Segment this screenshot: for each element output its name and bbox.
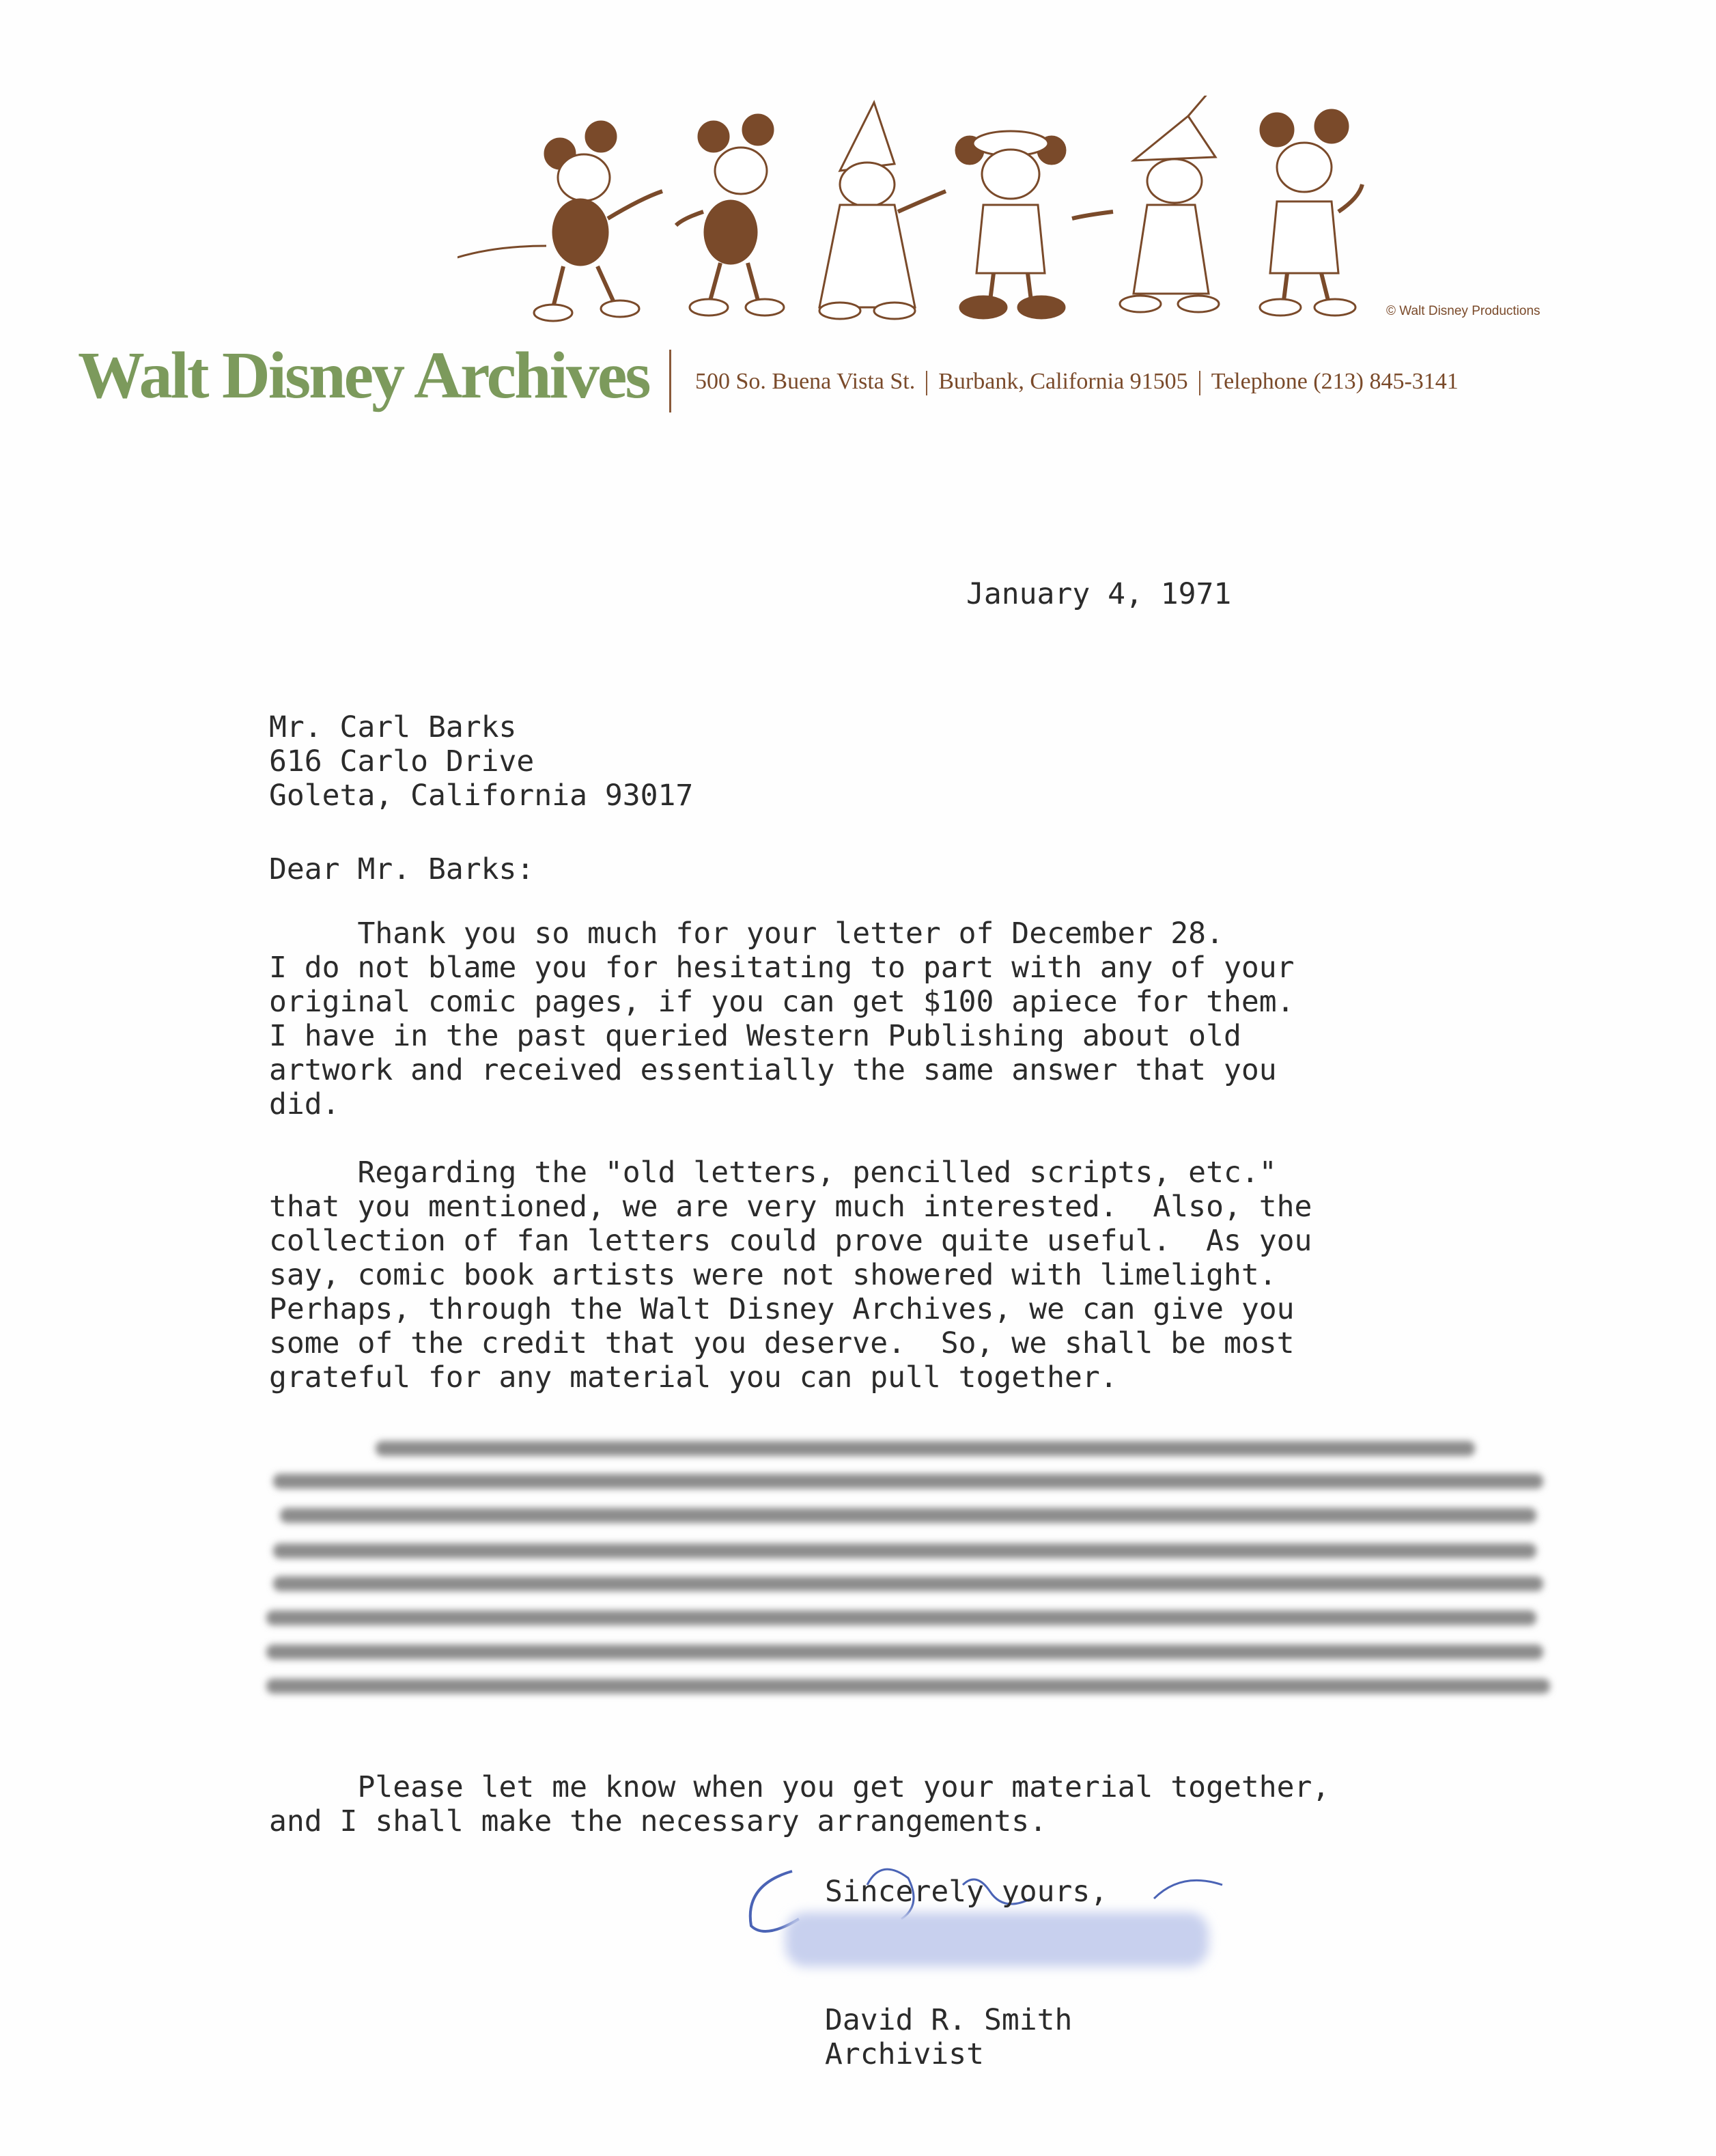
- paragraph-line: Please let me know when you get your material together,: [269, 1770, 1330, 1804]
- paragraph-3: [269, 1770, 1330, 1838]
- paragraph-line: I have in the past queried Western Publishing about old: [269, 1019, 1241, 1053]
- redaction-bar: [266, 1610, 1536, 1625]
- paragraph-1: [269, 916, 1295, 1121]
- paragraph-line: did.: [269, 1087, 340, 1121]
- address-telephone: Telephone (213) 845-3141: [1211, 369, 1459, 394]
- letterhead-divider: [669, 350, 671, 412]
- recipient-block: [269, 710, 693, 813]
- mickey-figure-6: [1260, 110, 1362, 316]
- paragraph-line: and I shall make the necessary arrangements.: [269, 1804, 1047, 1838]
- address-street: 500 So. Buena Vista St.: [695, 369, 916, 394]
- redaction-bar: [273, 1543, 1536, 1558]
- redaction-bar: [266, 1644, 1543, 1660]
- paragraph-line: I do not blame you for hesitating to part with any of your: [269, 951, 1295, 985]
- signature-blur: [785, 1912, 1209, 1967]
- recipient-street: 616 Carlo Drive: [269, 744, 535, 779]
- handwritten-signature: [744, 1844, 1263, 2021]
- mickey-figure-5: [1072, 96, 1219, 312]
- letterhead-title: Walt Disney Archives: [78, 339, 649, 412]
- redacted-paragraph: [259, 1427, 1557, 1741]
- paragraph-line: Perhaps, through the Walt Disney Archives, we can give you: [269, 1292, 1295, 1326]
- paragraph-line: that you mentioned, we are very much interested. Also, the: [269, 1190, 1312, 1224]
- mickey-figure-1: [458, 122, 662, 321]
- salutation: Dear Mr. Barks:: [269, 852, 535, 886]
- paragraph-line: original comic pages, if you can get $100 apiece for them.: [269, 985, 1295, 1019]
- recipient-name: Mr. Carl Barks: [269, 710, 517, 744]
- signer-name: David R. Smith: [825, 2003, 1073, 2037]
- paragraph-line: Regarding the "old letters, pencilled scripts, etc.": [269, 1156, 1277, 1190]
- paragraph-line: Thank you so much for your letter of December 28.: [269, 916, 1224, 951]
- paragraph-line: grateful for any material you can pull together.: [269, 1360, 1118, 1395]
- redaction-bar: [376, 1441, 1475, 1456]
- letter-date: January 4, 1971: [966, 577, 1232, 611]
- closing: Sincerely yours,: [825, 1875, 1108, 1909]
- redaction-bar: [266, 1679, 1550, 1694]
- paragraph-line: some of the credit that you deserve. So, we shall be most: [269, 1326, 1295, 1360]
- address-city: Burbank, California 91505: [938, 369, 1188, 394]
- letterhead-address: [695, 369, 1459, 395]
- address-separator: [926, 371, 927, 395]
- paragraph-line: artwork and received essentially the same answer that you: [269, 1053, 1277, 1087]
- copyright-notice: © Walt Disney Productions: [1386, 304, 1541, 318]
- redaction-bar: [273, 1576, 1543, 1591]
- mickey-figure-3: [819, 102, 946, 319]
- redaction-bar: [280, 1508, 1536, 1523]
- mickey-figure-2: [676, 115, 784, 316]
- mickey-mouse-illustration: [458, 96, 1386, 341]
- redaction-bar: [273, 1474, 1543, 1489]
- address-separator: [1199, 371, 1200, 395]
- paragraph-line: collection of fan letters could prove quite useful. As you: [269, 1224, 1312, 1258]
- recipient-city: Goleta, California 93017: [269, 779, 694, 813]
- signature-block: [825, 2003, 1072, 2071]
- signer-title: Archivist: [825, 2037, 984, 2071]
- paragraph-line: say, comic book artists were not showered with limelight.: [269, 1258, 1277, 1292]
- paragraph-2: [269, 1156, 1312, 1395]
- mickey-figure-4: [956, 131, 1065, 318]
